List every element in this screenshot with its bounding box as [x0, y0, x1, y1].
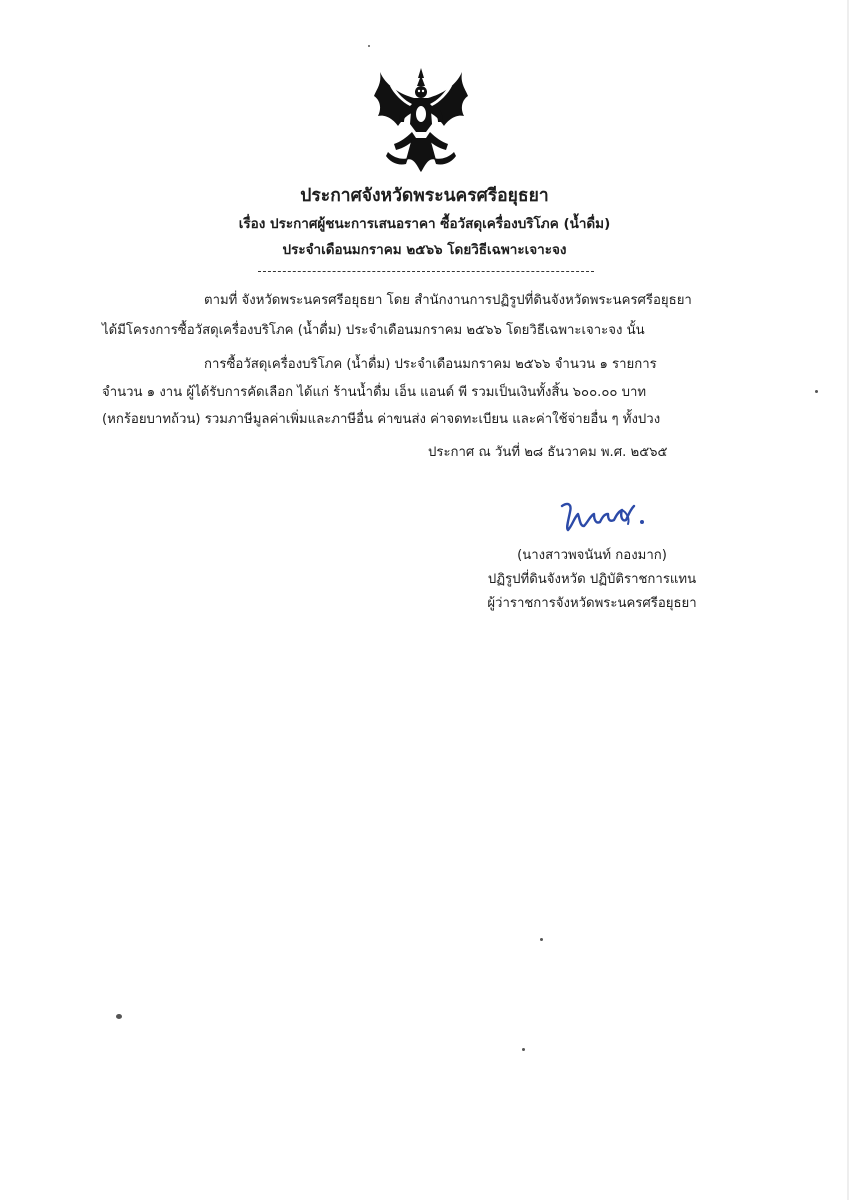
garuda-emblem-icon [372, 64, 470, 176]
scan-speck [540, 938, 543, 941]
signatory-block [472, 544, 712, 616]
paragraph-2-line-1: การซื้อวัสดุเครื่องบริโภค (น้ำดื่ม) ประจำเดือนมกราคม ๒๕๖๖ จำนวน ๑ รายการ [204, 357, 657, 372]
signatory-name: (นางสาวพจนันท์ กองมาก) [517, 548, 667, 563]
paragraph-2-line-2: จำนวน ๑ งาน ผู้ได้รับการคัดเลือก ได้แก่ ร้านน้ำดื่ม เอ็น แอนด์ พี รวมเป็นเงินทั้งสิ้น ๖๐๐.๐๐ บาท [102, 385, 647, 400]
announcement-date: ประกาศ ณ วันที่ ๒๘ ธันวาคม พ.ศ. ๒๕๖๕ [428, 445, 668, 460]
scan-speck [522, 1048, 525, 1051]
signatory-position-line-2: ผู้ว่าราชการจังหวัดพระนครศรีอยุธยา [487, 596, 697, 611]
handwritten-signature [556, 492, 652, 536]
document-title: ประกาศจังหวัดพระนครศรีอยุธยา [300, 186, 549, 206]
scan-speck [116, 1014, 122, 1019]
scan-speck [368, 45, 370, 47]
signatory-position-line-1: ปฏิรูปที่ดินจังหวัด ปฏิบัติราชการแทน [487, 572, 697, 587]
document-subject: เรื่อง ประกาศผู้ชนะการเสนอราคา ซื้อวัสดุเครื่องบริโภค (น้ำดื่ม) [238, 216, 611, 232]
header-divider [258, 271, 594, 272]
paragraph-1-line-1: ตามที่ จังหวัดพระนครศรีอยุธยา โดย สำนักงานการปฏิรูปที่ดินจังหวัดพระนครศรีอยุธยา [204, 293, 692, 308]
scan-speck [815, 390, 818, 393]
paragraph-1-line-2: ได้มีโครงการซื้อวัสดุเครื่องบริโภค (น้ำดื่ม) ประจำเดือนมกราคม ๒๕๖๖ โดยวิธีเฉพาะเจาะจง นั้น [102, 323, 645, 338]
paragraph-2-line-3: (หกร้อยบาทถ้วน) รวมภาษีมูลค่าเพิ่มและภาษีอื่น ค่าขนส่ง ค่าจดทะเบียน และค่าใช้จ่ายอื่น ๆ ทั้งปวง [102, 412, 661, 427]
document-period: ประจำเดือนมกราคม ๒๕๖๖ โดยวิธีเฉพาะเจาะจง [282, 242, 567, 258]
